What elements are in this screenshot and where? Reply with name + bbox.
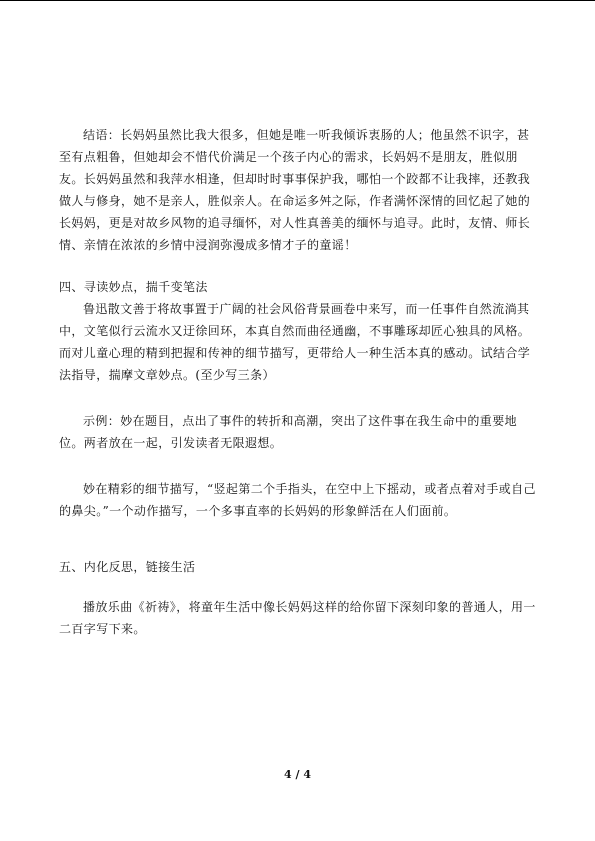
example-paragraph-one: 示例：妙在题目，点出了事件的转折和高潮，突出了这件事在我生命中的重要地位。两者放在一起，引发读者无限遐想。 xyxy=(59,414,518,450)
section-four-heading: 四、寻读妙点，揣千变笔法 xyxy=(59,280,208,294)
section-five-heading: 五、内化反思，链接生活 xyxy=(59,560,196,574)
example-paragraph-two: 妙在精彩的细节描写，“竖起第二个手指头，在空中上下摇动，或者点着对手或自己的鼻尖。”一个动作描写，一个多事直率的长妈妈的形象鲜活在人们面前。 xyxy=(59,482,536,518)
section-four-body: 鲁迅散文善于将故事置于广阔的社会风俗背景画卷中来写，而一任事件自然流淌其中，文笔似行云流水又迂徐回环，本真自然而曲径通幽，不事雕琢却匠心独具的风格。而对儿童心理的精到把握和传神的细节描写，更带给人一种生活本真的感动。试结合学法指导，揣摩文章妙点。(至少写三条） xyxy=(59,302,531,382)
section-five-body: 播放乐曲《祈祷》，将童年生活中像长妈妈这样的给你留下深刻印象的普通人，用一二百字写下来。 xyxy=(59,600,536,636)
page-top-border xyxy=(0,0,595,1)
document-body xyxy=(59,124,536,640)
page-number: 4 / 4 xyxy=(284,768,311,781)
conclusion-paragraph: 结语：长妈妈虽然比我大很多，但她是唯一听我倾诉衷肠的人；他虽然不识字，甚至有点粗鲁，但她却会不惜代价满足一个孩子内心的需求，长妈妈不是朋友，胜似朋友。长妈妈虽然和我萍水相逢，但却时时事事保护我，哪怕一个跤都不让我摔，还教我做人与修身，她不是亲人，胜似亲人。在命运多舛之际，作者满怀深情的回忆起了她的长妈妈，更是对故乡风物的追寻缅怀，对人性真善美的缅怀与追寻。此时，友情、师长情、亲情在浓浓的乡情中浸润弥漫成多情才子的童谣！ xyxy=(59,128,531,252)
